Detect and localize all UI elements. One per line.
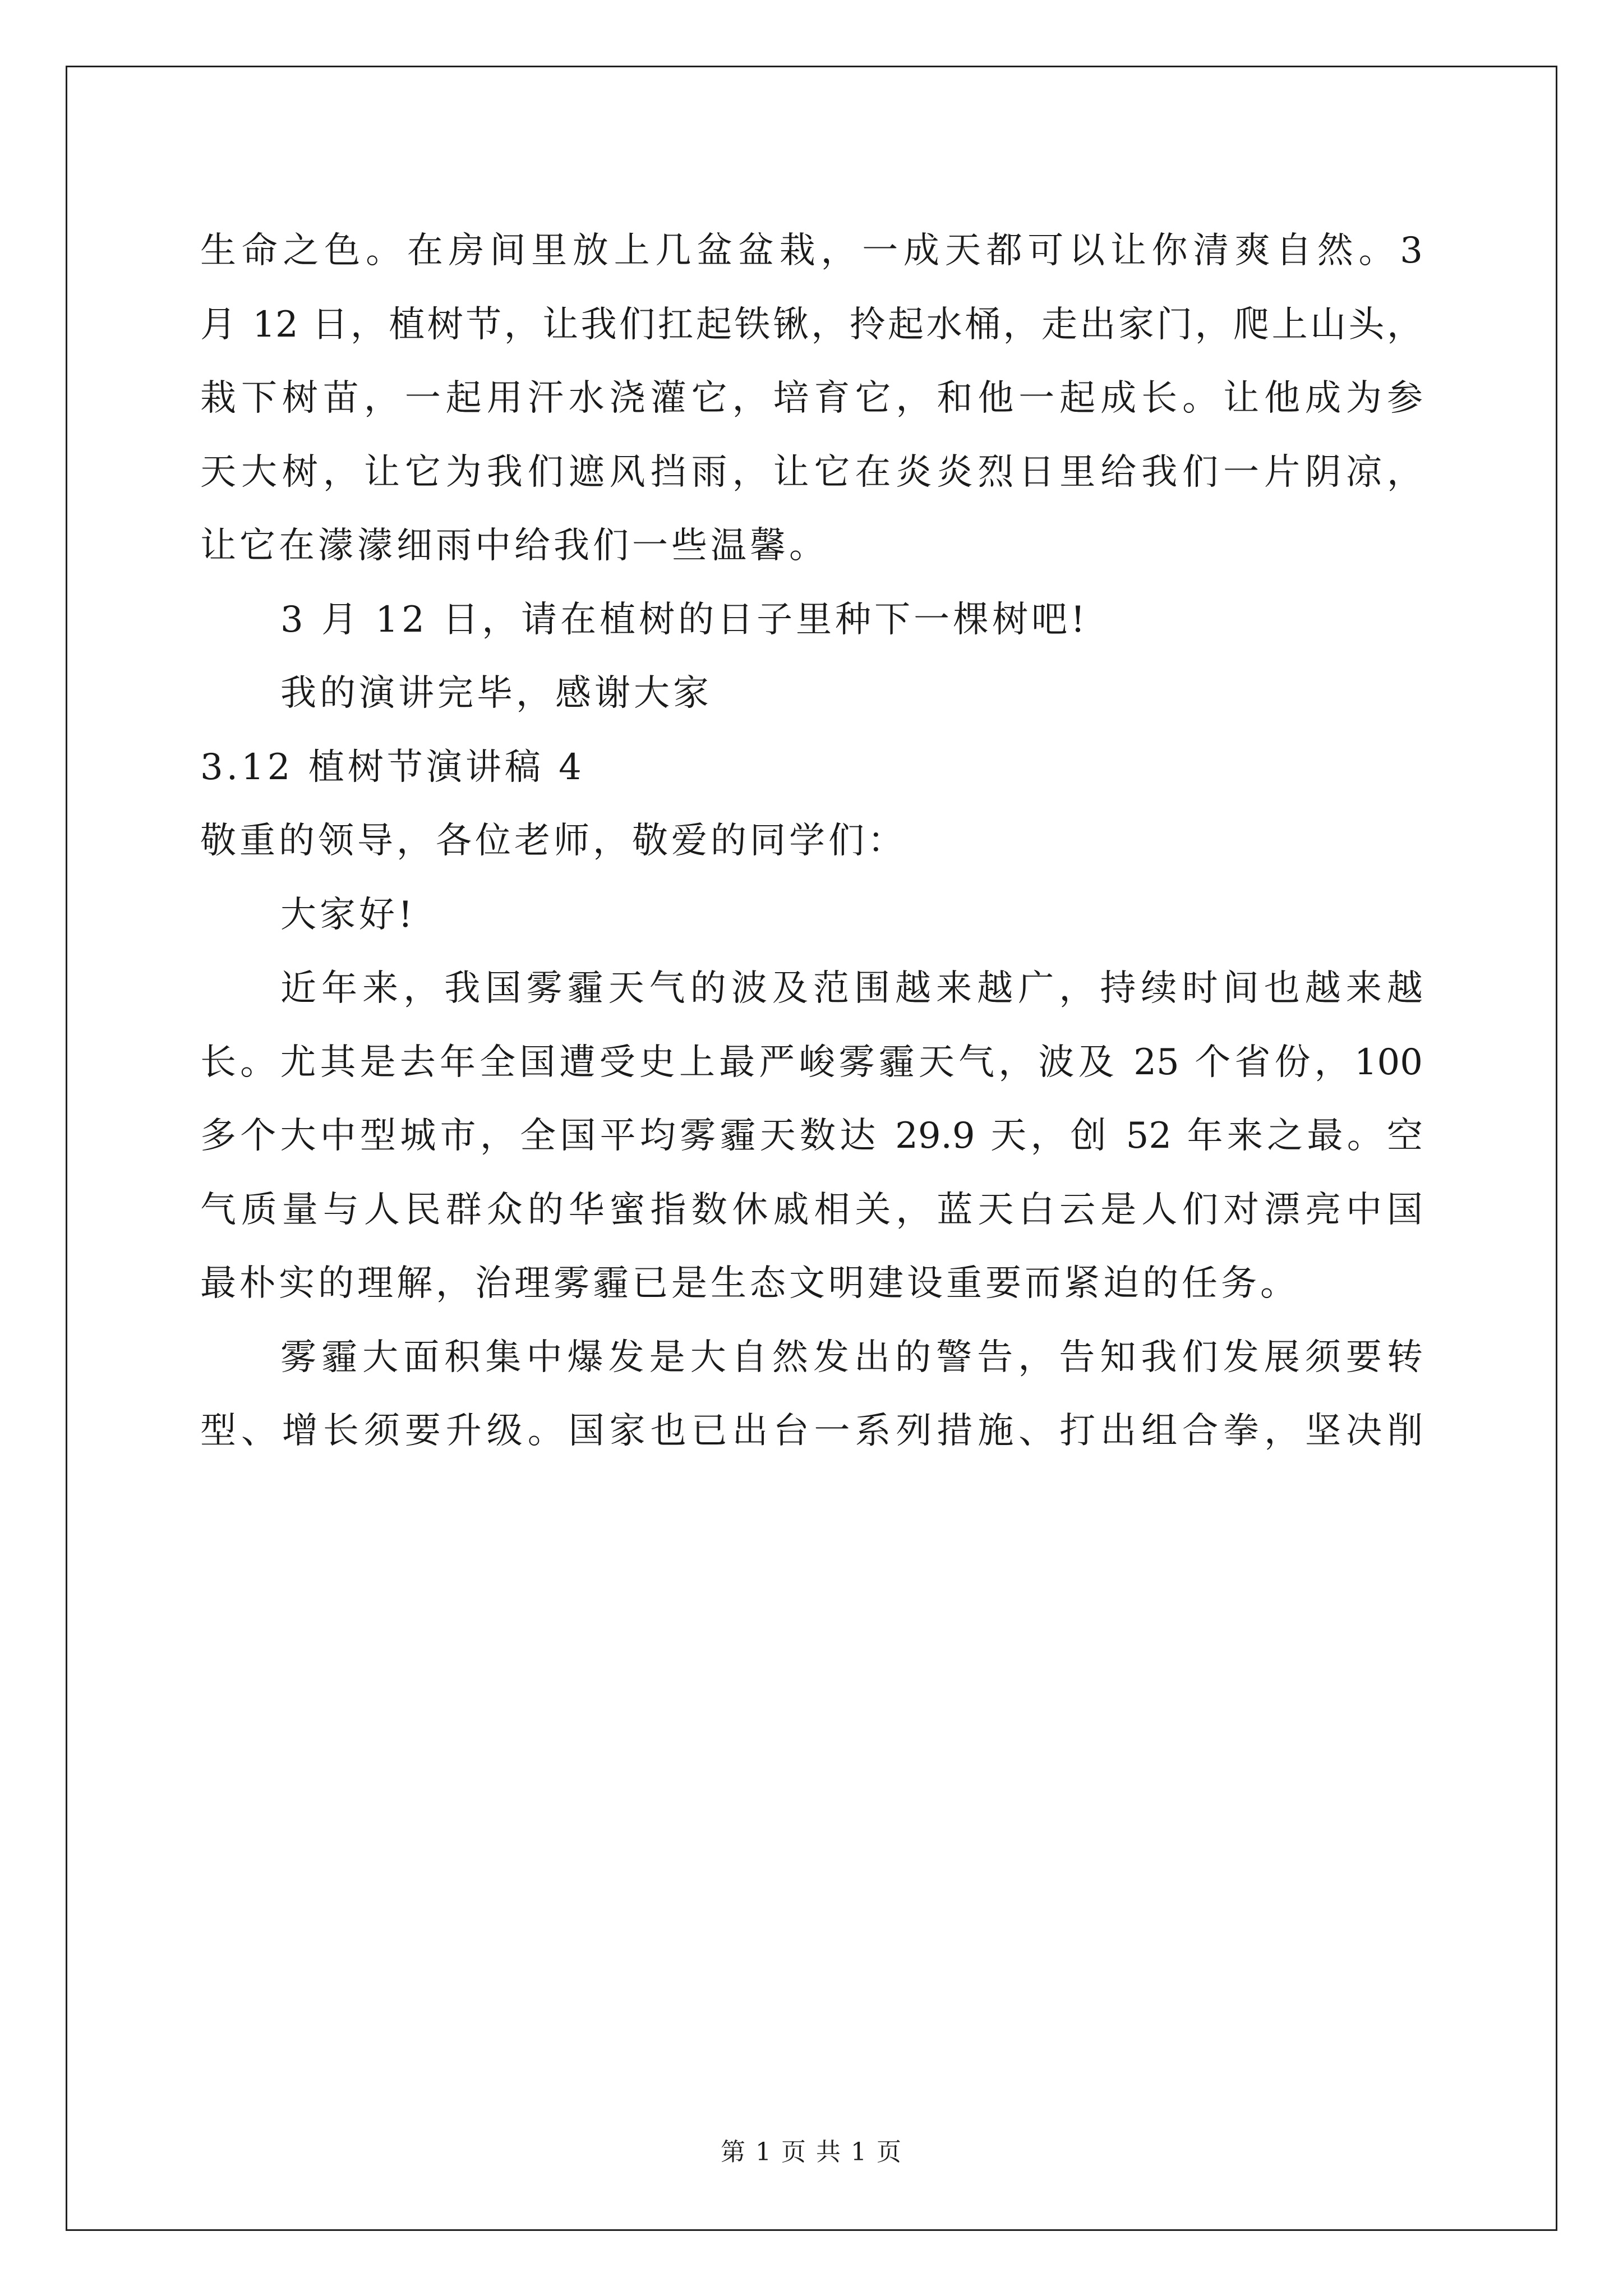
paragraph-line: 气质量与人民群众的华蜜指数休戚相关，蓝天白云是人们对漂亮中国 bbox=[200, 1189, 1423, 1231]
paragraph-line: 雾霾大面积集中爆发是大自然发出的警告，告知我们发展须要转 bbox=[280, 1337, 1423, 1378]
paragraph-line: 型、增长须要升级。国家也已出台一系列措施、打出组合拳，坚决削 bbox=[200, 1410, 1423, 1452]
paragraph-line: 栽下树苗，一起用汗水浇灌它，培育它，和他一起成长。让他成为参 bbox=[200, 378, 1423, 419]
greeting-line: 大家好! bbox=[280, 894, 416, 936]
closing-line: 我的演讲完毕，感谢大家 bbox=[280, 673, 712, 714]
paragraph-line: 生命之色。在房间里放上几盆盆栽，一成天都可以让你清爽自然。3 bbox=[200, 230, 1423, 272]
paragraph-line: 月 12 日，植树节，让我们扛起铁锹，拎起水桶，走出家门，爬上山头， bbox=[200, 304, 1423, 346]
section-heading: 3.12 植树节演讲稿 4 bbox=[200, 747, 585, 788]
salutation-line: 敬重的领导，各位老师，敬爱的同学们： bbox=[200, 820, 907, 862]
paragraph-line: 多个大中型城市，全国平均雾霾天数达 29.9 天，创 52 年来之最。空 bbox=[200, 1115, 1423, 1157]
paragraph-line: 近年来，我国雾霾天气的波及范围越来越广，持续时间也越来越 bbox=[280, 968, 1423, 1009]
paragraph-line: 3 月 12 日，请在植树的日子里种下一棵树吧! bbox=[280, 599, 1089, 641]
paragraph-line: 最朴实的理解，治理雾霾已是生态文明建设重要而紧迫的任务。 bbox=[200, 1263, 1299, 1304]
page-footer: 第 1 页 共 1 页 bbox=[721, 2138, 902, 2166]
paragraph-line: 让它在濛濛细雨中给我们一些温馨。 bbox=[200, 525, 828, 567]
paragraph-line: 长。尤其是去年全国遭受史上最严峻雾霾天气，波及 25 个省份，100 bbox=[200, 1042, 1423, 1083]
paragraph-line: 天大树，让它为我们遮风挡雨，让它在炎炎烈日里给我们一片阴凉， bbox=[200, 452, 1423, 493]
